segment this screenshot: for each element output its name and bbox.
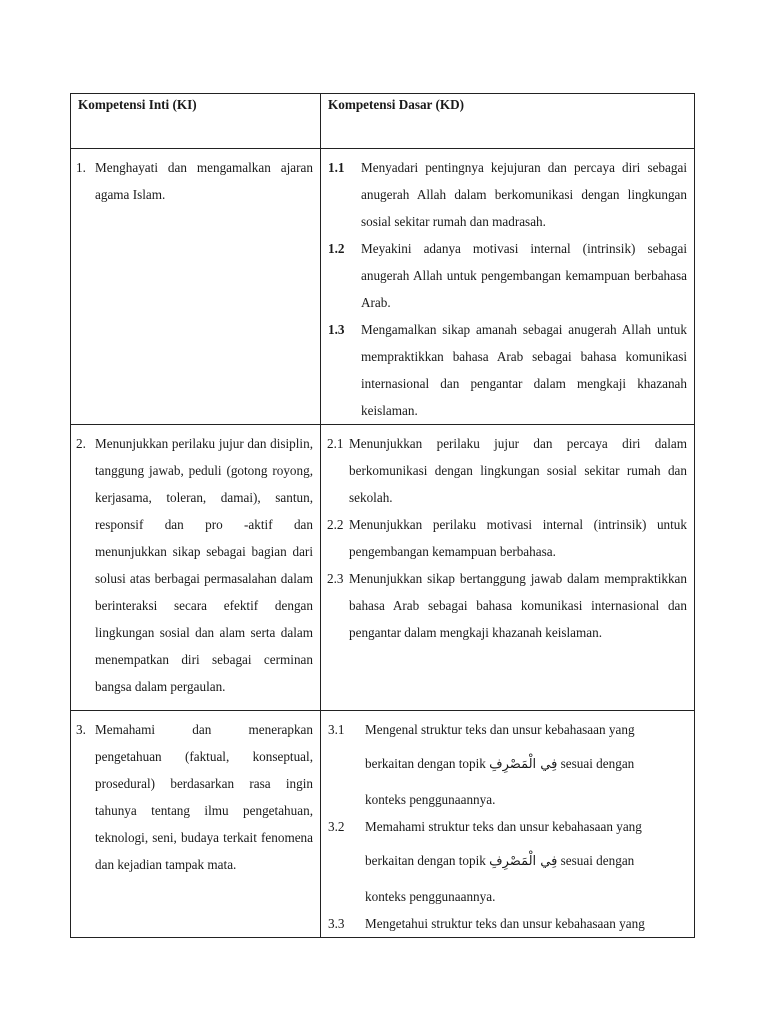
ki-cell <box>71 711 321 938</box>
list-item <box>327 565 687 646</box>
kd-text: Meyakini adanya motivasi internal (intrinsik) sebagai anugerah Allah untuk pengembangan kemampuan berbahasa Arab. <box>361 241 687 310</box>
table-row <box>71 149 695 425</box>
kd-text: Menunjukkan perilaku motivasi internal (intrinsik) untuk pengembangan kemampuan berbahasa. <box>349 517 687 559</box>
kd-text-pre: berkaitan dengan topik <box>365 853 486 868</box>
list-item <box>328 235 687 316</box>
ki-text: Menghayati dan mengamalkan ajaran agama Islam. <box>95 160 313 202</box>
kd-text: Menunjukkan perilaku jujur dan percaya diri dalam berkomunikasi dengan lingkungan sosial sekitar rumah dan sekolah. <box>349 436 687 505</box>
kd-text-line: konteks penggunaannya. <box>365 889 496 904</box>
kd-text-line: Mengetahui struktur teks dan unsur kebahasaan yang <box>365 916 645 931</box>
ki-cell <box>71 149 321 425</box>
kd-text-line: Memahami struktur teks dan unsur kebahasaan yang <box>365 819 642 834</box>
ki-number: 3. <box>76 722 86 737</box>
header-kd: Kompetensi Dasar (KD) <box>321 94 695 149</box>
kd-text-line: konteks penggunaannya. <box>365 792 496 807</box>
kd-text-pre: berkaitan dengan topik <box>365 756 486 771</box>
kd-number: 3.1 <box>328 722 345 737</box>
table-header-row <box>71 94 695 149</box>
arabic-topic: فِي الْمَصْرِفِ <box>489 757 558 772</box>
ki-number: 2. <box>76 436 86 451</box>
ki-cell <box>71 425 321 711</box>
kd-cell <box>321 425 695 711</box>
kd-number: 2.3 <box>327 571 344 586</box>
kd-number: 2.2 <box>327 517 344 532</box>
arabic-topic: فِي الْمَصْرِفِ <box>489 854 558 869</box>
ki-text: Memahami dan menerapkan pengetahuan (faktual, konseptual, prosedural) berdasarkan rasa ingin tahunya tentang ilmu pengetahuan, teknologi, seni, budaya terkait fenomena dan kejadian tampak mata. <box>95 722 313 872</box>
table-row <box>71 425 695 711</box>
list-item <box>327 430 687 511</box>
kd-cell <box>321 711 695 938</box>
list-item <box>328 316 687 424</box>
list-item <box>327 511 687 565</box>
kd-text-post: sesuai dengan <box>560 853 635 868</box>
kd-text-post: sesuai dengan <box>560 756 635 771</box>
kd-text-line: Mengenal struktur teks dan unsur kebahasaan yang <box>365 722 635 737</box>
list-item <box>328 910 687 937</box>
ki-number: 1. <box>76 160 86 175</box>
table-row <box>71 711 695 938</box>
kd-number: 1.1 <box>328 160 345 175</box>
kd-number: 3.2 <box>328 819 345 834</box>
kd-text: Menyadari pentingnya kejujuran dan percaya diri sebagai anugerah Allah dalam berkomunikasi dengan lingkungan sosial sekitar rumah dan madrasah. <box>361 160 687 229</box>
kd-number: 1.2 <box>328 241 345 256</box>
list-item <box>328 716 687 813</box>
list-item <box>328 813 687 910</box>
kd-text: Menunjukkan sikap bertanggung jawab dalam mempraktikkan bahasa Arab sebagai bahasa komunikasi internasional dan pengantar dalam mengkaji khazanah keislaman. <box>349 571 687 640</box>
kd-text: Mengamalkan sikap amanah sebagai anugerah Allah untuk mempraktikkan bahasa Arab sebagai bahasa komunikasi internasional dan pengantar dalam mengkaji khazanah keislaman. <box>361 322 687 418</box>
kd-number: 3.3 <box>328 916 345 931</box>
kd-cell <box>321 149 695 425</box>
list-item <box>328 154 687 235</box>
kd-number: 2.1 <box>327 436 344 451</box>
competency-table <box>70 93 695 938</box>
ki-text: Menunjukkan perilaku jujur dan disiplin, tanggung jawab, peduli (gotong royong, kerjasama, toleran, damai), santun, responsif dan pro -aktif dan menunjukkan sikap sebagai bagian dari solusi atas berbagai permasalahan dalam berinteraksi secara efektif dengan lingkungan sosial dan alam serta dalam menempatkan diri sebagai cerminan bangsa dalam pergaulan. <box>95 436 313 694</box>
header-ki: Kompetensi Inti (KI) <box>71 94 321 149</box>
kd-number: 1.3 <box>328 322 345 337</box>
